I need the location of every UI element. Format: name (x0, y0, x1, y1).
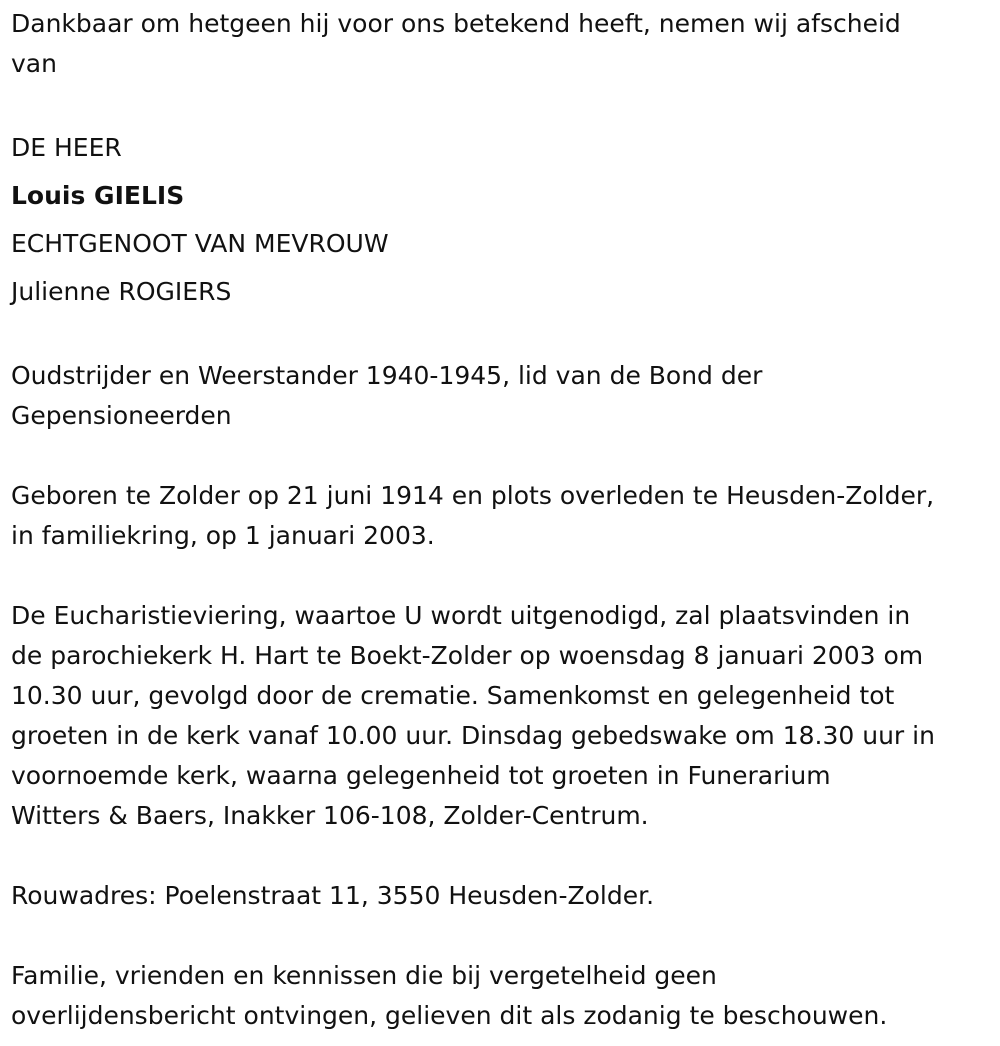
spacer (11, 316, 1000, 356)
address-paragraph (11, 876, 996, 916)
birth-death-paragraph (11, 476, 996, 556)
intro-paragraph (11, 4, 996, 84)
spacer (11, 556, 1000, 596)
address-line: Rouwadres: Poelenstraat 11, 3550 Heusden-Zolder. (11, 881, 655, 910)
ceremony-line-1: De Eucharistieviering, waartoe U wordt uitgenodigd, zal plaatsvinden in (11, 601, 911, 630)
spacer (11, 84, 1000, 124)
ceremony-paragraph (11, 596, 996, 836)
ceremony-line-5: voornoemde kerk, waarna gelegenheid tot groeten in Funerarium (11, 761, 831, 790)
spacer (11, 436, 1000, 476)
description-line-1: Oudstrijder en Weerstander 1940-1945, lid van de Bond der (11, 361, 763, 390)
intro-line-1: Dankbaar om hetgeen hij voor ons betekend heeft, nemen wij afscheid (11, 9, 901, 38)
ceremony-line-3: 10.30 uur, gevolgd door de crematie. Samenkomst en gelegenheid tot (11, 681, 895, 710)
description-paragraph (11, 356, 996, 436)
deceased-block (11, 124, 996, 316)
closing-line-2: overlijdensbericht ontvingen, gelieven dit als zodanig te beschouwen. (11, 1001, 888, 1030)
birth-death-line-1: Geboren te Zolder op 21 juni 1914 en plots overleden te Heusden-Zolder, (11, 481, 935, 510)
description-line-2: Gepensioneerden (11, 401, 232, 430)
deceased-name: Louis GIELIS (11, 181, 185, 210)
closing-line-1: Familie, vrienden en kennissen die bij vergetelheid geen (11, 961, 717, 990)
deceased-title: DE HEER (11, 133, 122, 162)
spacer (11, 836, 1000, 876)
ceremony-line-2: de parochiekerk H. Hart te Boekt-Zolder op woensdag 8 januari 2003 om (11, 641, 924, 670)
intro-line-2: van (11, 49, 57, 78)
deceased-relation: ECHTGENOOT VAN MEVROUW (11, 229, 389, 258)
birth-death-line-2: in familiekring, op 1 januari 2003. (11, 521, 435, 550)
closing-paragraph (11, 956, 996, 1036)
ceremony-line-6: Witters & Baers, Inakker 106-108, Zolder-Centrum. (11, 801, 649, 830)
spacer (11, 916, 1000, 956)
ceremony-line-4: groeten in de kerk vanaf 10.00 uur. Dinsdag gebedswake om 18.30 uur in (11, 721, 935, 750)
spouse-name: Julienne ROGIERS (11, 277, 232, 306)
